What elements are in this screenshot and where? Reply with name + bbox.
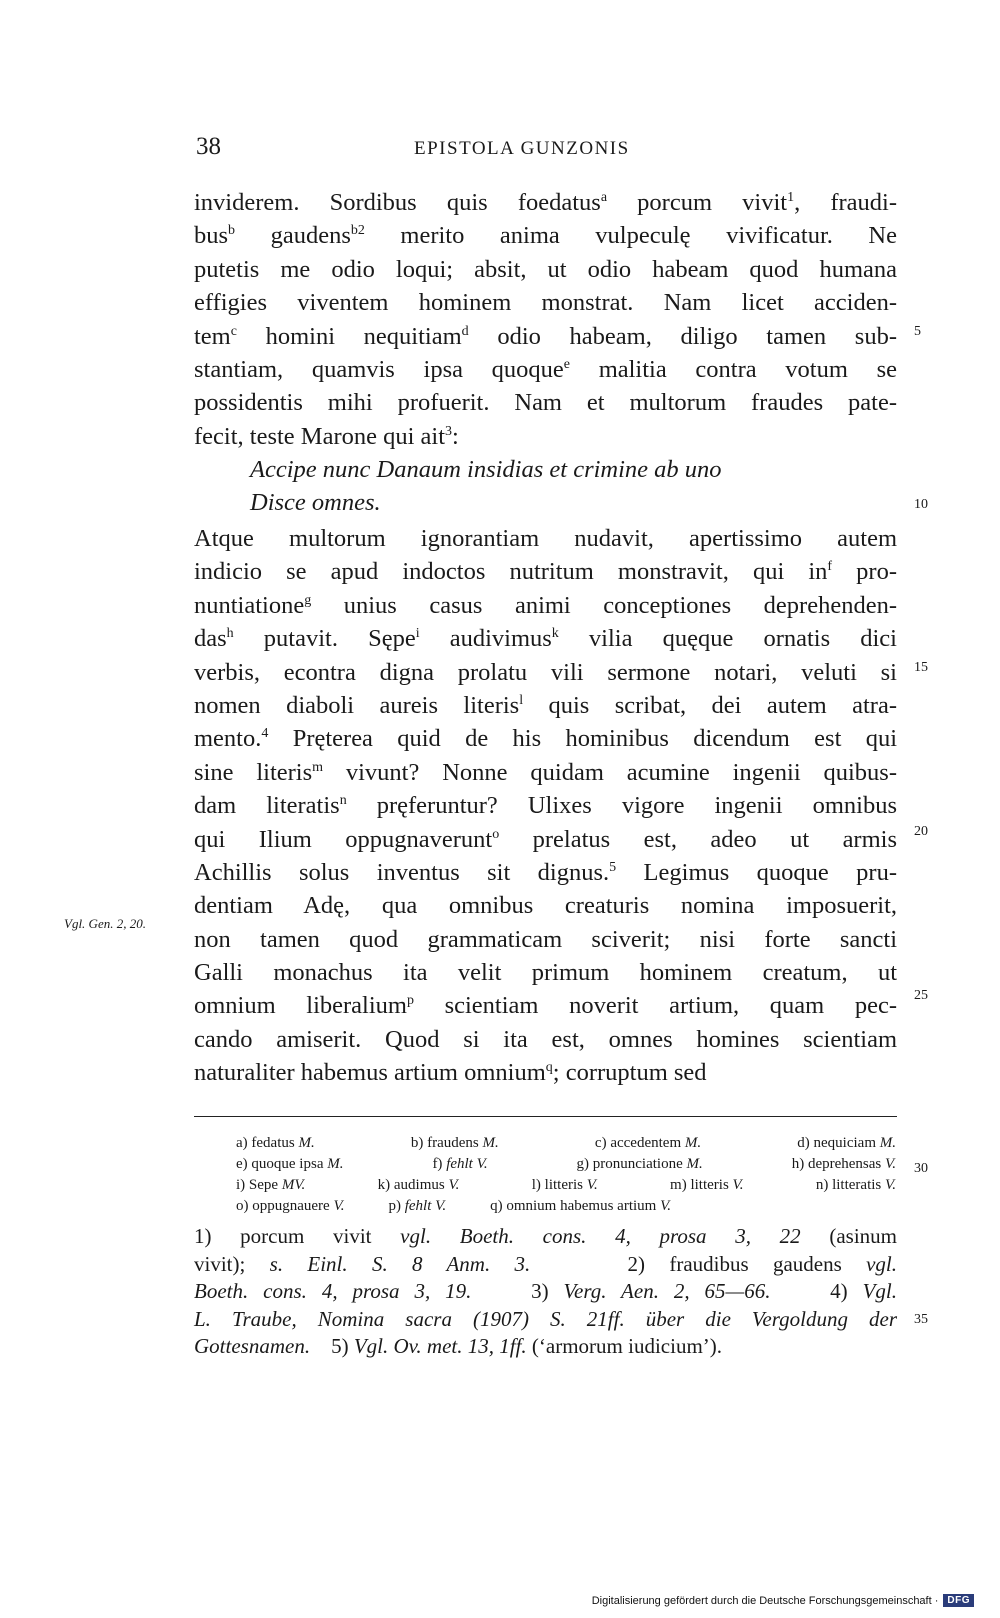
apparatus-entry: h) deprehensas V. bbox=[791, 1156, 896, 1172]
running-title: EPISTOLA GUNZONIS bbox=[414, 138, 630, 159]
credit-text: Digitalisierung gefördert durch die Deutsche Forschungsgemeinschaft · bbox=[591, 1594, 939, 1607]
text-line: Atque multorum ignorantiam nudavit, apertissimo autem bbox=[194, 525, 897, 552]
text-line: Achillis solus inventus sit dignus.$^5$ Legimus quoque pru- bbox=[194, 858, 898, 886]
text-line: das$^h$ putavit. Sępe$^i$ audivimus$^k$ vilia quęque ornatis dici bbox=[194, 625, 897, 653]
apparatus-entry: o) oppugnauere V. bbox=[236, 1198, 345, 1214]
text-line: fecit, teste Marone qui ait$^3$: bbox=[194, 422, 459, 450]
line-number-15: 15 bbox=[914, 660, 928, 675]
footnote-line: Gottesnamen. 5) Vgl. Ov. met. 13, 1ff. (‘armorum iudicium’). bbox=[194, 1334, 723, 1358]
line-number-25: 25 bbox=[914, 988, 928, 1003]
text-line: effigies viventem hominem monstrat. Nam licet acciden- bbox=[194, 289, 897, 317]
apparatus-entry: i) Sepe MV. bbox=[236, 1177, 306, 1193]
line-number-10: 10 bbox=[914, 497, 928, 512]
margin-note: Vgl. Gen. 2, 20. bbox=[64, 916, 146, 931]
apparatus-entry: m) litteris V. bbox=[670, 1177, 744, 1193]
apparatus-entry: e) quoque ipsa M. bbox=[236, 1156, 344, 1172]
text-line: sine literis$^m$ vivunt? Nonne quidam acumine ingenii quibus- bbox=[194, 758, 897, 786]
apparatus-entry: c) accedentem M. bbox=[594, 1135, 702, 1151]
footnote-line: L. Traube, Nomina sacra (1907) S. 21ff. über die Vergoldung der bbox=[194, 1306, 897, 1331]
apparatus-entry: k) audimus V. bbox=[377, 1177, 460, 1193]
footnote-line: Boeth. cons. 4, prosa 3, 19. 3) Verg. Aen. 2, 65—66. 4) Vgl. bbox=[194, 1279, 898, 1303]
verse-line: Disce omnes. bbox=[250, 489, 381, 517]
apparatus-row bbox=[236, 1154, 896, 1175]
text-line: nuntiatione$^g$ unius casus animi conceptiones deprehenden- bbox=[194, 591, 897, 619]
footnote-line: vivit); s. Einl. S. 8 Anm. 3. 2) fraudibus gaudens vgl. bbox=[194, 1251, 897, 1276]
apparatus-entry: p) fehlt V. bbox=[388, 1198, 447, 1214]
line-number-5: 5 bbox=[914, 324, 921, 339]
text-line: nomen diaboli aureis literis$^l$ quis scribat, dei autem atra- bbox=[194, 691, 897, 719]
apparatus-entry: d) nequiciam M. bbox=[797, 1135, 896, 1151]
text-line: naturaliter habemus artium omnium$^q$; corruptum sed bbox=[194, 1059, 707, 1087]
text-line: tem$^c$ homini nequitiam$^d$ odio habeam, diligo tamen sub- bbox=[194, 322, 897, 350]
text-line: Galli monachus ita velit primum hominem creatum, ut bbox=[194, 959, 897, 987]
apparatus-row bbox=[236, 1133, 896, 1154]
main-text-top bbox=[194, 186, 897, 453]
text-line: qui Ilium oppugnaverunt$^o$ prelatus est, adeo ut armis bbox=[194, 825, 897, 853]
verse-quotation bbox=[194, 453, 897, 520]
verse-line: Accipe nunc Danaum insidias et crimine ab uno bbox=[250, 456, 722, 483]
footnote-rule bbox=[194, 1116, 897, 1117]
text-line: bus$^b$ gaudens$^{b2}$ merito anima vulpeculę vivificatur. Ne bbox=[194, 222, 897, 250]
text-line: verbis, econtra digna prolatu vili sermone notari, veluti si bbox=[194, 658, 897, 686]
digitization-credit bbox=[592, 1594, 974, 1607]
text-line: inviderem. Sordibus quis foedatus$^a$ porcum vivit$^1$, fraudi- bbox=[194, 189, 897, 216]
apparatus-entry: a) fedatus M. bbox=[236, 1135, 315, 1151]
critical-apparatus bbox=[236, 1133, 896, 1217]
text-line: indicio se apud indoctos nutritum monstravit, qui $in^f$ pro- bbox=[194, 558, 897, 586]
text-line: dentiam Adę, qua omnibus creaturis nomina imposuerit, bbox=[194, 892, 897, 920]
footnotes bbox=[194, 1223, 897, 1361]
line-number-20: 20 bbox=[914, 824, 928, 839]
footnote-line: 1) porcum vivit vgl. Boeth. cons. 4, prosa 3, 22 (asinum bbox=[194, 1224, 898, 1248]
text-line: stantiam, quamvis ipsa quoque$^e$ malitia contra votum se bbox=[194, 355, 897, 383]
line-number-30: 30 bbox=[914, 1161, 928, 1176]
text-line: omnium liberalium$^p$ scientiam noverit artium, quam pec- bbox=[194, 992, 897, 1020]
text-line: dam literatis$^n$ pręferuntur? Ulixes vigore ingenii omnibus bbox=[194, 792, 897, 820]
apparatus-entry: n) litteratis V. bbox=[815, 1177, 896, 1193]
text-line: non tamen quod grammaticam sciverit; nisi forte sancti bbox=[194, 925, 897, 953]
page-number: 38 bbox=[196, 133, 221, 160]
main-text-bottom bbox=[194, 522, 897, 1090]
text-line: possidentis mihi profuerit. Nam et multorum fraudes pate- bbox=[194, 389, 897, 417]
text-line: mento.$^4$ Pręterea quid de his hominibus dicendum est qui bbox=[194, 725, 897, 753]
line-number-35: 35 bbox=[914, 1312, 928, 1327]
apparatus-row bbox=[236, 1175, 896, 1196]
apparatus-entry: q) omnium habemus artium V. bbox=[490, 1198, 672, 1214]
text-line: putetis me odio loqui; absit, ut odio habeam quod humana bbox=[194, 255, 897, 283]
text-line: cando amiserit. Quod si ita est, omnes homines scientiam bbox=[194, 1025, 897, 1053]
dfg-logo: DFG bbox=[943, 1594, 974, 1607]
apparatus-entry: g) pronunciatione M. bbox=[576, 1156, 703, 1172]
apparatus-row bbox=[236, 1196, 896, 1217]
apparatus-entry: f) fehlt V. bbox=[432, 1156, 488, 1172]
apparatus-entry: l) litteris V. bbox=[531, 1177, 598, 1193]
apparatus-entry: b) fraudens M. bbox=[410, 1135, 499, 1151]
